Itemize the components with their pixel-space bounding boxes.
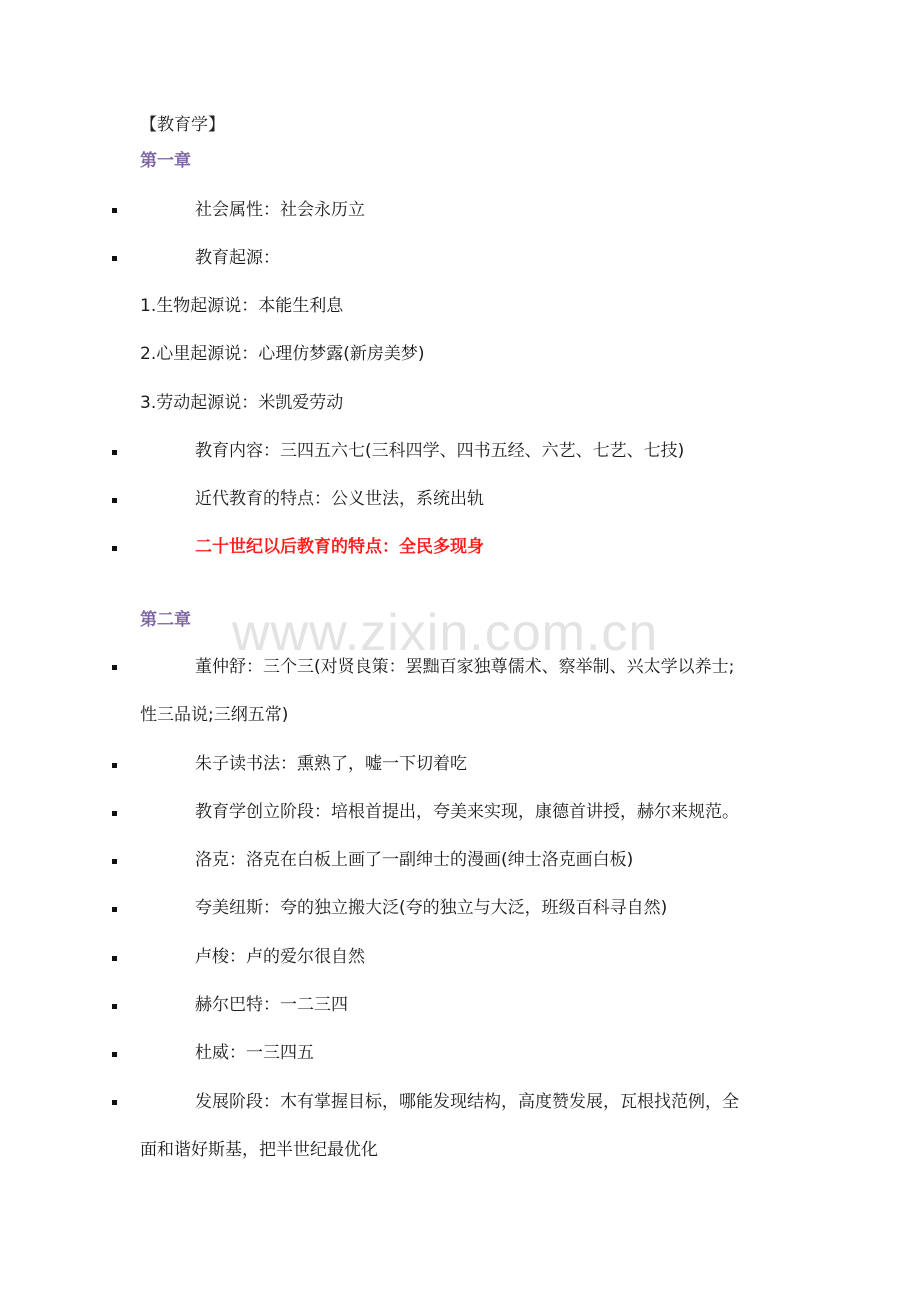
bullet-marker	[112, 450, 117, 455]
bullet-marker	[112, 665, 117, 670]
bullet-marker	[112, 811, 117, 816]
list-item: 朱子读书法：熏熟了，嘘一下切着吃	[195, 754, 467, 774]
list-item: 赫尔巴特：一二三四	[195, 995, 348, 1015]
bullet-marker	[112, 956, 117, 961]
highlighted-list-item: 二十世纪以后教育的特点：全民多现身	[195, 537, 484, 557]
bullet-marker	[112, 907, 117, 912]
bullet-marker	[112, 763, 117, 768]
bullet-marker	[112, 256, 117, 261]
list-item: 夸美纽斯：夸的独立搬大泛(夸的独立与大泛，班级百科寻自然)	[195, 898, 668, 918]
list-item: 教育起源：	[195, 248, 280, 268]
list-item: 社会属性：社会永历立	[195, 200, 365, 220]
list-item: 发展阶段：木有掌握目标，哪能发现结构，高度赞发展，瓦根找范例，全	[195, 1092, 739, 1112]
list-item: 2.心里起源说：心理仿梦露(新房美梦)	[140, 344, 425, 364]
list-item: 教育内容：三四五六七(三科四学、四书五经、六艺、七艺、七技)	[195, 441, 685, 461]
bullet-marker	[112, 546, 117, 551]
bullet-marker	[112, 208, 117, 213]
document-title: 【教育学】	[140, 115, 225, 135]
list-item-continuation: 面和谐好斯基，把半世纪最优化	[140, 1140, 378, 1160]
list-item-continuation: 性三品说;三纲五常)	[140, 705, 289, 725]
list-item: 董仲舒：三个三(对贤良策：罢黜百家独尊儒术、察举制、兴太学以养士;	[195, 657, 735, 677]
watermark: www.zixin.com.cn	[232, 604, 659, 662]
list-item: 近代教育的特点：公义世法，系统出轨	[195, 489, 484, 509]
list-item: 教育学创立阶段：培根首提出，夸美来实现，康德首讲授，赫尔来规范。	[195, 802, 739, 822]
list-item: 卢梭：卢的爱尔很自然	[195, 947, 365, 967]
bullet-marker	[112, 498, 117, 503]
chapter-title: 第一章	[140, 151, 191, 171]
list-item: 杜威：一三四五	[195, 1043, 314, 1063]
list-item: 1.生物起源说：本能生利息	[140, 296, 344, 316]
chapter-title: 第二章	[140, 610, 191, 630]
list-item: 3.劳动起源说：米凯爱劳动	[140, 393, 344, 413]
bullet-marker	[112, 1052, 117, 1057]
bullet-marker	[112, 1100, 117, 1105]
list-item: 洛克：洛克在白板上画了一副绅士的漫画(绅士洛克画白板)	[195, 850, 634, 870]
bullet-marker	[112, 1004, 117, 1009]
bullet-marker	[112, 859, 117, 864]
